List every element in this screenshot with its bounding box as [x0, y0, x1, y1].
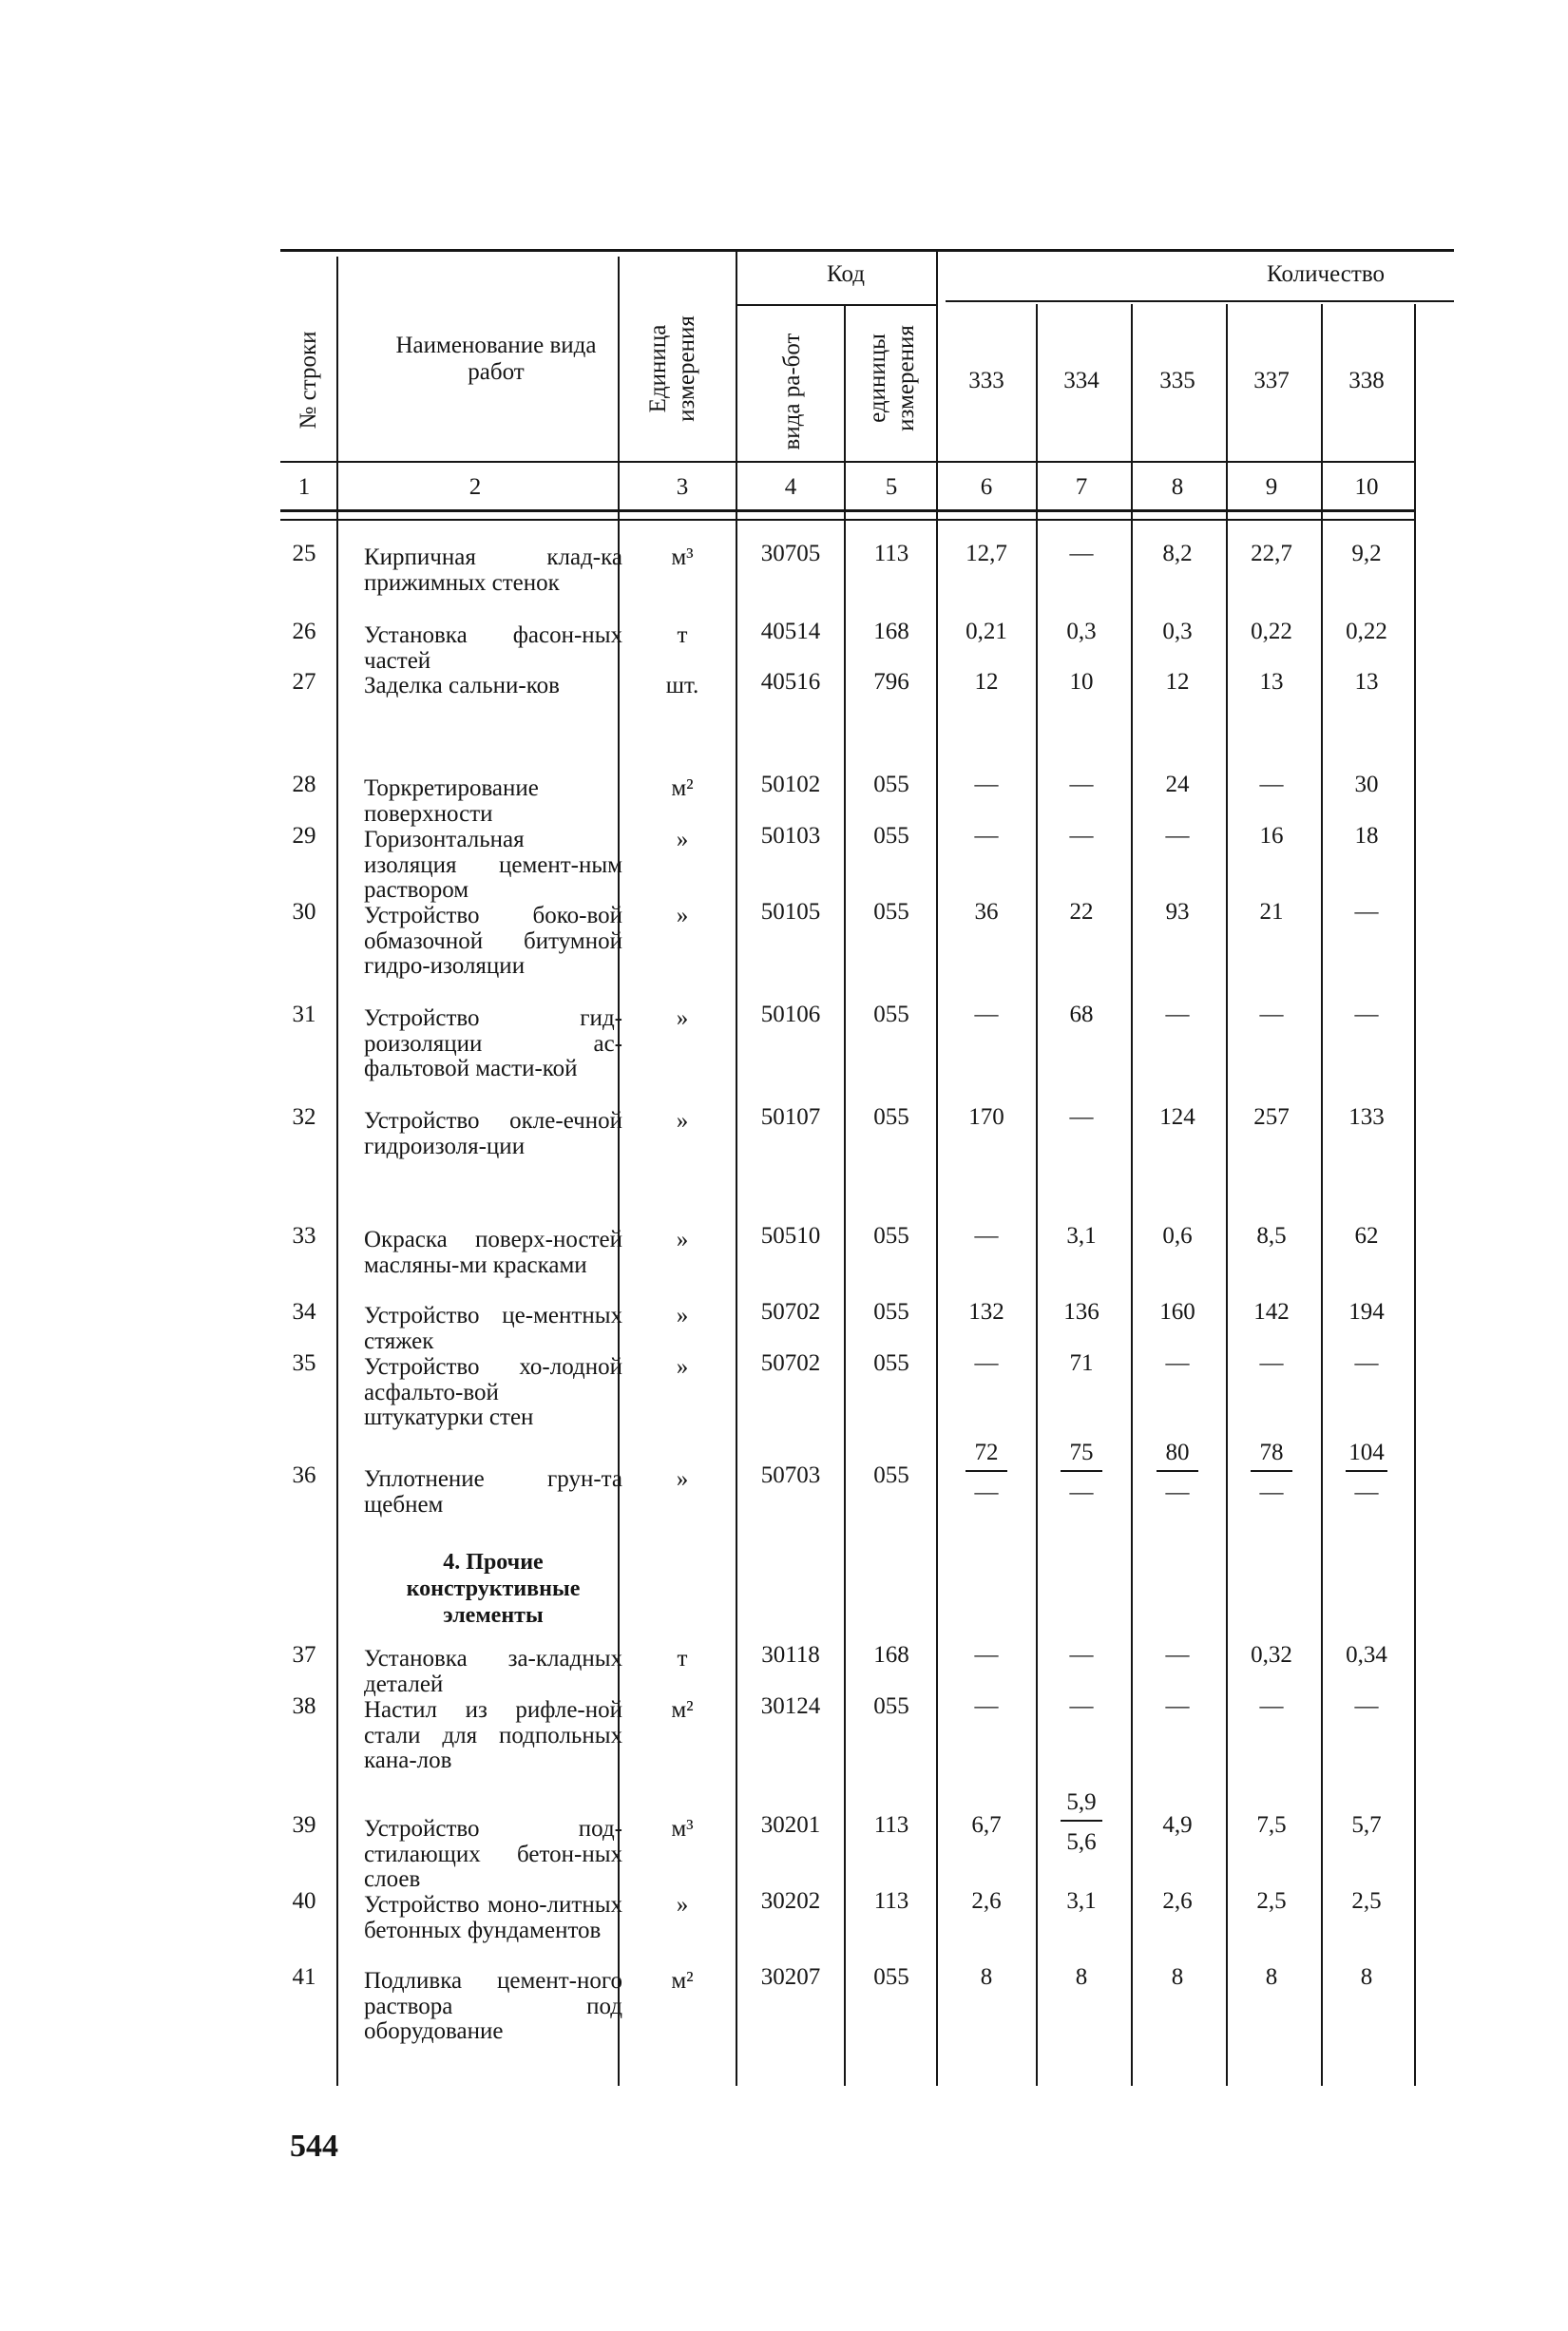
quantity-cell: —	[974, 1350, 999, 1376]
unit-cell: шт.	[665, 673, 699, 698]
quantity-cell: 0,34	[1346, 1642, 1387, 1668]
quantity-cell: 5,9	[1066, 1789, 1097, 1815]
work-name: Установка фасон-ных частей	[364, 622, 622, 674]
quantity-cell: 170	[968, 1104, 1004, 1130]
unit-cell: »	[676, 1466, 689, 1492]
horizontal-rule	[946, 300, 1454, 302]
quantity-cell: —	[1069, 772, 1094, 797]
work-name: Заделка сальни-ков	[364, 673, 560, 698]
fraction-bar	[1061, 1820, 1102, 1822]
quantity-denominator: —	[1259, 1480, 1284, 1505]
quantity-cell: —	[974, 1642, 999, 1668]
unit-cell: м²	[671, 1968, 694, 1994]
unit-cell: »	[676, 827, 689, 852]
row-number: 34	[292, 1299, 316, 1325]
work-name: Устройство окле-ечной гидроизоля-ции	[364, 1108, 622, 1159]
section-heading: 4. Прочие конструктивные элементы	[406, 1550, 581, 1628]
code-unit-cell: 055	[873, 1223, 909, 1249]
quantity-cell: 0,22	[1251, 619, 1292, 644]
quantity-cell: 194	[1348, 1299, 1385, 1325]
quantity-cell: 8,5	[1256, 1223, 1287, 1249]
code-work-cell: 30118	[761, 1642, 820, 1668]
quantity-cell: 8	[1360, 1964, 1373, 1990]
column-number: 2	[468, 474, 482, 500]
vertical-rule	[618, 257, 620, 2086]
header-code-unit: единицы измерения	[865, 325, 919, 431]
code-unit-cell: 168	[873, 619, 909, 644]
code-unit-cell: 113	[873, 541, 909, 566]
row-number: 26	[292, 619, 316, 644]
row-number: 40	[292, 1888, 316, 1914]
code-work-cell: 50702	[760, 1299, 821, 1325]
quantity-cell: 21	[1259, 899, 1284, 925]
fraction-bar	[1346, 1470, 1387, 1472]
quantity-cell: 93	[1165, 899, 1190, 925]
quantity-denominator: —	[974, 1480, 999, 1505]
quantity-denominator: —	[1354, 1480, 1379, 1505]
quantity-cell: 13	[1259, 669, 1284, 695]
code-work-cell: 30201	[760, 1812, 821, 1838]
unit-cell: т	[677, 622, 688, 648]
quantity-cell: —	[974, 823, 999, 849]
code-work-cell: 40516	[760, 669, 821, 695]
vertical-rule	[1414, 304, 1416, 2086]
code-work-cell: 50103	[760, 823, 821, 849]
quantity-cell: —	[974, 772, 999, 797]
quantity-cell: —	[1354, 1002, 1379, 1027]
fraction-bar	[1061, 1470, 1102, 1472]
vertical-rule	[1321, 304, 1323, 2086]
fraction-bar	[1157, 1470, 1198, 1472]
code-work-cell: 30705	[760, 541, 821, 566]
quantity-cell: 3,1	[1066, 1888, 1097, 1914]
row-number: 37	[292, 1642, 316, 1668]
unit-cell: м²	[671, 775, 694, 801]
row-number: 33	[292, 1223, 316, 1249]
code-work-cell: 50702	[760, 1350, 821, 1376]
quantity-cell: 12	[1165, 669, 1190, 695]
row-number: 32	[292, 1104, 316, 1130]
code-unit-cell: 055	[873, 899, 909, 925]
quantity-cell: 2,5	[1256, 1888, 1287, 1914]
quantity-cell: 22	[1069, 899, 1094, 925]
work-name: Устройство це-ментных стяжек	[364, 1303, 622, 1354]
header-code-work: вида ра-бот	[779, 333, 805, 450]
quantity-cell: 0,3	[1162, 619, 1193, 644]
quantity-cell: 24	[1165, 772, 1190, 797]
work-name: Устройство моно-литных бетонных фундаментов	[364, 1892, 622, 1943]
quantity-cell: —	[1069, 541, 1094, 566]
column-number: 4	[784, 474, 797, 500]
column-number: 7	[1075, 474, 1088, 500]
unit-cell: м³	[671, 545, 694, 570]
quantity-cell: 4,9	[1162, 1812, 1193, 1838]
fraction-bar	[1251, 1470, 1292, 1472]
quantity-cell: 78	[1259, 1440, 1284, 1465]
quantity-cell: —	[1165, 1002, 1190, 1027]
quantity-cell: 16	[1259, 823, 1284, 849]
horizontal-rule	[280, 461, 1416, 463]
quantity-cell: 3,1	[1066, 1223, 1097, 1249]
quantity-column-header: 334	[1063, 368, 1100, 393]
quantity-cell: —	[1069, 1104, 1094, 1130]
unit-cell: »	[676, 1227, 689, 1252]
work-name: Окраска поверх-ностей масляны-ми красками	[364, 1227, 622, 1278]
quantity-cell: —	[1165, 1642, 1190, 1668]
unit-cell: »	[676, 1354, 689, 1380]
quantity-column-header: 337	[1253, 368, 1290, 393]
quantity-cell: 142	[1253, 1299, 1290, 1325]
quantity-cell: —	[1259, 1002, 1284, 1027]
quantity-cell: 8,2	[1162, 541, 1193, 566]
quantity-cell: —	[1069, 1642, 1094, 1668]
row-number: 39	[292, 1812, 316, 1838]
unit-cell: м²	[671, 1697, 694, 1723]
quantity-cell: 136	[1063, 1299, 1100, 1325]
quantity-cell: 132	[968, 1299, 1004, 1325]
quantity-cell: —	[1165, 1350, 1190, 1376]
quantity-cell: 8	[980, 1964, 993, 1990]
code-unit-cell: 055	[873, 1693, 909, 1719]
quantity-cell: —	[1354, 899, 1379, 925]
quantity-cell: 257	[1253, 1104, 1290, 1130]
horizontal-rule	[280, 509, 1416, 512]
unit-cell: »	[676, 1892, 689, 1918]
work-name: Горизонтальная изоляция цемент-ным раствором	[364, 827, 622, 904]
horizontal-rule	[280, 519, 1416, 521]
header-name: Наименование вида работ	[395, 333, 597, 385]
code-unit-cell: 055	[873, 1104, 909, 1130]
quantity-column-header: 338	[1348, 368, 1385, 393]
work-name: Уплотнение грун-та щебнем	[364, 1466, 622, 1518]
header-row-no: № строки	[296, 331, 321, 430]
quantity-cell: 6,7	[971, 1812, 1002, 1838]
header-unit: Единица измерения	[645, 315, 699, 422]
code-work-cell: 30207	[760, 1964, 821, 1990]
unit-cell: »	[676, 1108, 689, 1134]
code-work-cell: 50510	[760, 1223, 821, 1249]
quantity-cell: 9,2	[1351, 541, 1382, 566]
quantity-cell: 10	[1069, 669, 1094, 695]
code-unit-cell: 055	[873, 1002, 909, 1027]
quantity-cell: 0,22	[1346, 619, 1387, 644]
quantity-cell: 104	[1348, 1440, 1385, 1465]
quantity-cell: 80	[1165, 1440, 1190, 1465]
work-name: Подливка цемент-ного раствора под оборудование	[364, 1968, 622, 2045]
column-number: 3	[676, 474, 689, 500]
quantity-cell: —	[1069, 1693, 1094, 1719]
quantity-cell: 18	[1354, 823, 1379, 849]
vertical-rule	[844, 304, 846, 2086]
quantity-cell: —	[1259, 772, 1284, 797]
row-number: 28	[292, 772, 316, 797]
quantity-cell: —	[974, 1002, 999, 1027]
code-unit-cell: 055	[873, 823, 909, 849]
column-number: 5	[885, 474, 898, 500]
code-work-cell: 50107	[760, 1104, 821, 1130]
column-number: 10	[1354, 474, 1379, 500]
quantity-cell: 2,6	[1162, 1888, 1193, 1914]
code-unit-cell: 055	[873, 1299, 909, 1325]
vertical-rule	[1226, 304, 1228, 2086]
row-number: 36	[292, 1462, 316, 1488]
work-name: Устройство хо-лодной асфальто-вой штукатурки стен	[364, 1354, 622, 1431]
column-number: 6	[980, 474, 993, 500]
code-unit-cell: 113	[873, 1812, 909, 1838]
row-number: 30	[292, 899, 316, 925]
vertical-rule	[336, 257, 338, 2086]
row-number: 27	[292, 669, 316, 695]
row-number: 29	[292, 823, 316, 849]
quantity-cell: 0,21	[966, 619, 1007, 644]
header-code: Код	[827, 261, 865, 287]
row-number: 31	[292, 1002, 316, 1027]
code-work-cell: 50106	[760, 1002, 821, 1027]
quantity-cell: 7,5	[1256, 1812, 1287, 1838]
quantity-denominator: 5,6	[1066, 1829, 1097, 1855]
work-name: Устройство под-стилающих бетон-ных слоев	[364, 1816, 622, 1893]
work-name: Торкретирование поверхности	[364, 775, 539, 827]
code-work-cell: 30202	[760, 1888, 821, 1914]
quantity-cell: 0,3	[1066, 619, 1097, 644]
quantity-cell: 124	[1159, 1104, 1195, 1130]
quantity-cell: 2,6	[971, 1888, 1002, 1914]
quantity-cell: 22,7	[1251, 541, 1292, 566]
column-number: 9	[1265, 474, 1278, 500]
quantity-cell: 12,7	[966, 541, 1007, 566]
quantity-cell: 62	[1354, 1223, 1379, 1249]
row-number: 25	[292, 541, 316, 566]
quantity-cell: —	[1354, 1350, 1379, 1376]
quantity-cell: —	[974, 1693, 999, 1719]
code-unit-cell: 796	[873, 669, 909, 695]
row-number: 38	[292, 1693, 316, 1719]
horizontal-rule	[280, 249, 1454, 252]
quantity-cell: 75	[1069, 1440, 1094, 1465]
quantity-cell: —	[1354, 1693, 1379, 1719]
code-unit-cell: 055	[873, 772, 909, 797]
work-name: Устройство гид-роизоляции ас-фальтовой масти-кой	[364, 1005, 622, 1082]
quantity-cell: —	[974, 1223, 999, 1249]
vertical-rule	[936, 249, 938, 2086]
code-unit-cell: 168	[873, 1642, 909, 1668]
quantity-cell: —	[1165, 1693, 1190, 1719]
quantity-cell: 8	[1265, 1964, 1278, 1990]
quantity-cell: —	[1259, 1693, 1284, 1719]
row-number: 35	[292, 1350, 316, 1376]
work-name: Устройство боко-вой обмазочной битумной гидро-изоляции	[364, 903, 622, 980]
unit-cell: »	[676, 1303, 689, 1328]
quantity-cell: 13	[1354, 669, 1379, 695]
work-name: Кирпичная клад-ка прижимных стенок	[364, 545, 622, 596]
unit-cell: м³	[671, 1816, 694, 1842]
quantity-cell: 30	[1354, 772, 1379, 797]
code-unit-cell: 055	[873, 1350, 909, 1376]
code-unit-cell: 055	[873, 1462, 909, 1488]
fraction-bar	[966, 1470, 1007, 1472]
quantity-cell: —	[1165, 823, 1190, 849]
unit-cell: т	[677, 1646, 688, 1672]
quantity-column-header: 333	[968, 368, 1004, 393]
quantity-column-header: 335	[1159, 368, 1195, 393]
column-number: 1	[297, 474, 311, 500]
quantity-cell: 12	[974, 669, 999, 695]
code-work-cell: 40514	[760, 619, 821, 644]
quantity-cell: —	[1259, 1350, 1284, 1376]
quantity-cell: 5,7	[1351, 1812, 1382, 1838]
page-number: 544	[290, 2129, 338, 2164]
quantity-cell: 8	[1171, 1964, 1184, 1990]
code-work-cell: 50105	[760, 899, 821, 925]
column-number: 8	[1171, 474, 1184, 500]
unit-cell: »	[676, 903, 689, 928]
quantity-cell: 72	[974, 1440, 999, 1465]
quantity-denominator: —	[1165, 1480, 1190, 1505]
vertical-rule	[1036, 304, 1038, 2086]
header-quantity: Количество	[1267, 261, 1385, 287]
quantity-cell: 2,5	[1351, 1888, 1382, 1914]
quantity-cell: 160	[1159, 1299, 1195, 1325]
quantity-cell: 8	[1075, 1964, 1088, 1990]
vertical-rule	[1131, 304, 1133, 2086]
code-unit-cell: 055	[873, 1964, 909, 1990]
quantity-denominator: —	[1069, 1480, 1094, 1505]
quantity-cell: —	[1069, 823, 1094, 849]
code-unit-cell: 113	[873, 1888, 909, 1914]
quantity-cell: 68	[1069, 1002, 1094, 1027]
quantity-cell: 0,6	[1162, 1223, 1193, 1249]
quantity-cell: 0,32	[1251, 1642, 1292, 1668]
unit-cell: »	[676, 1005, 689, 1031]
row-number: 41	[292, 1964, 316, 1990]
quantity-cell: 71	[1069, 1350, 1094, 1376]
quantity-cell: 133	[1348, 1104, 1385, 1130]
vertical-rule	[736, 249, 737, 2086]
code-work-cell: 30124	[760, 1693, 821, 1719]
code-work-cell: 50703	[760, 1462, 821, 1488]
code-work-cell: 50102	[760, 772, 821, 797]
quantity-cell: 36	[974, 899, 999, 925]
work-name: Настил из рифле-ной стали для подпольных кана-лов	[364, 1697, 622, 1774]
work-name: Установка за-кладных деталей	[364, 1646, 622, 1697]
